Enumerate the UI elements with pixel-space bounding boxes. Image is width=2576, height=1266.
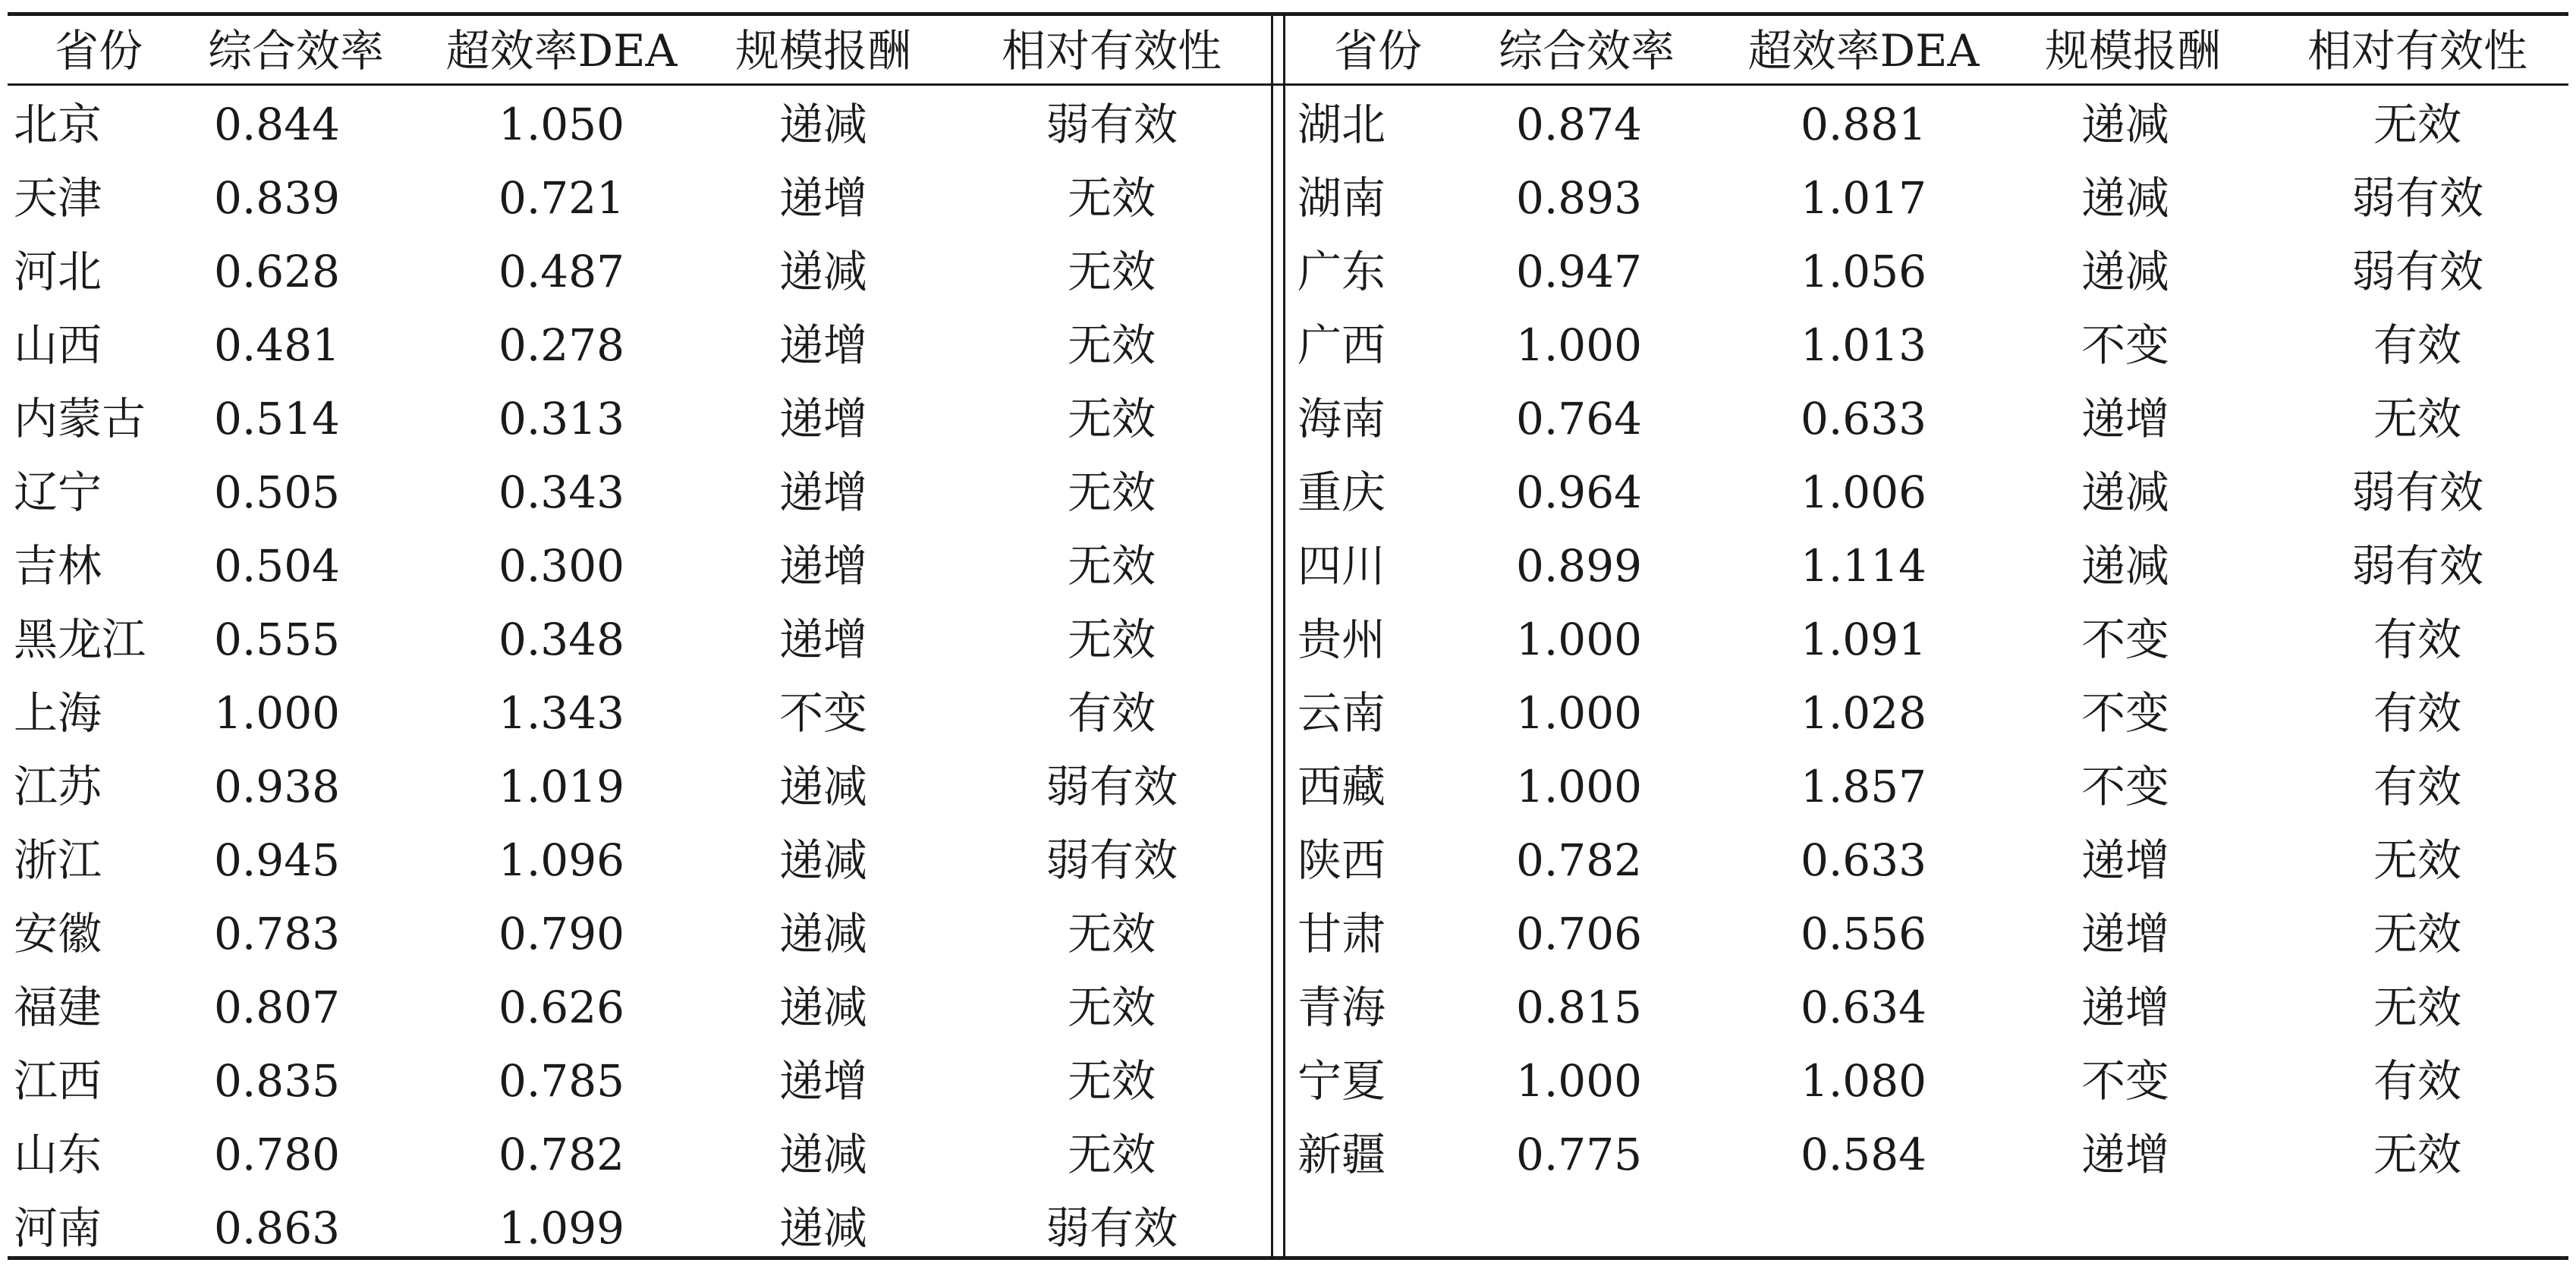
overall-efficiency-cell: 1.000 (1515, 761, 1643, 812)
overall-efficiency-cell: 0.555 (213, 614, 341, 665)
super-efficiency-dea-cell: 0.300 (498, 540, 625, 592)
table-row (1287, 603, 2568, 677)
returns-to-scale-cell: 递减 (778, 761, 867, 812)
header-province: 省份 (1333, 25, 1422, 77)
returns-to-scale-cell: 递减 (778, 834, 867, 886)
returns-to-scale-cell: 递减 (778, 982, 867, 1033)
province-cell: 上海 (14, 687, 102, 739)
overall-efficiency-cell: 0.945 (213, 834, 341, 886)
table-row (1287, 382, 2568, 456)
returns-to-scale-cell: 不变 (778, 687, 867, 739)
super-efficiency-dea-cell: 0.881 (1800, 99, 1927, 150)
overall-efficiency-cell: 0.947 (1515, 246, 1643, 297)
returns-to-scale-cell: 递增 (2081, 1129, 2169, 1180)
table-row (1287, 677, 2568, 750)
super-efficiency-dea-cell: 1.080 (1800, 1055, 1927, 1107)
table-row (8, 897, 1269, 971)
province-cell: 广东 (1297, 246, 1386, 297)
relative-validity-cell: 无效 (1067, 908, 1156, 960)
table-row (8, 1045, 1269, 1118)
overall-efficiency-cell: 0.863 (213, 1202, 341, 1254)
table-row (8, 162, 1269, 235)
province-cell: 江苏 (14, 761, 102, 812)
returns-to-scale-cell: 递减 (778, 1129, 867, 1180)
province-cell: 辽宁 (14, 467, 102, 518)
relative-validity-cell: 弱有效 (2351, 172, 2483, 224)
province-cell: 北京 (14, 99, 102, 150)
province-cell: 天津 (14, 172, 102, 224)
relative-validity-cell: 无效 (1067, 1055, 1156, 1107)
returns-to-scale-cell: 递增 (778, 614, 867, 665)
overall-efficiency-cell: 1.000 (1515, 687, 1643, 739)
super-efficiency-dea-cell: 1.006 (1800, 467, 1927, 518)
table-row (1287, 1118, 2568, 1192)
overall-efficiency-cell: 1.000 (1515, 614, 1643, 665)
super-efficiency-dea-cell: 1.096 (498, 834, 625, 886)
table-row (8, 1118, 1269, 1192)
returns-to-scale-cell: 递减 (2081, 172, 2169, 224)
super-efficiency-dea-cell: 1.028 (1800, 687, 1927, 739)
column-divider-right (1283, 12, 1285, 1260)
relative-validity-cell: 无效 (2373, 908, 2461, 960)
overall-efficiency-cell: 0.899 (1515, 540, 1643, 592)
super-efficiency-dea-cell: 0.556 (1800, 908, 1927, 960)
header-super-efficiency-dea: 超效率DEA (1747, 25, 1980, 77)
header-overall-efficiency: 综合效率 (1498, 25, 1675, 77)
relative-validity-cell: 无效 (2373, 393, 2461, 445)
province-cell: 黑龙江 (14, 614, 146, 665)
returns-to-scale-cell: 递增 (778, 467, 867, 518)
relative-validity-cell: 有效 (1067, 687, 1156, 739)
table-row (1287, 456, 2568, 529)
super-efficiency-dea-cell: 1.857 (1800, 761, 1927, 812)
super-efficiency-dea-cell: 0.584 (1800, 1129, 1927, 1180)
overall-efficiency-cell: 0.938 (213, 761, 341, 812)
super-efficiency-dea-cell: 1.017 (1800, 172, 1927, 224)
province-cell: 安徽 (14, 908, 102, 960)
returns-to-scale-cell: 递增 (778, 393, 867, 445)
table-row (8, 529, 1269, 603)
efficiency-table (8, 12, 2568, 1264)
province-cell: 湖北 (1297, 99, 1386, 150)
returns-to-scale-cell: 递减 (2081, 246, 2169, 297)
province-cell: 浙江 (14, 834, 102, 886)
province-cell: 新疆 (1297, 1129, 1386, 1180)
overall-efficiency-cell: 0.835 (213, 1055, 341, 1107)
returns-to-scale-cell: 递增 (2081, 982, 2169, 1033)
relative-validity-cell: 弱有效 (1045, 834, 1178, 886)
returns-to-scale-cell: 递减 (2081, 540, 2169, 592)
overall-efficiency-cell: 0.706 (1515, 908, 1643, 960)
overall-efficiency-cell: 0.780 (213, 1129, 341, 1180)
relative-validity-cell: 弱有效 (1045, 761, 1178, 812)
column-divider-left (1271, 12, 1273, 1260)
header-row-left (8, 14, 1269, 88)
relative-validity-cell: 无效 (1067, 982, 1156, 1033)
header-row-right (1287, 14, 2568, 88)
relative-validity-cell: 弱有效 (2351, 246, 2483, 297)
super-efficiency-dea-cell: 1.056 (1800, 246, 1927, 297)
super-efficiency-dea-cell: 0.348 (498, 614, 625, 665)
table-row (8, 235, 1269, 309)
table-row (8, 824, 1269, 897)
table-row (1287, 824, 2568, 897)
relative-validity-cell: 有效 (2373, 614, 2461, 665)
relative-validity-cell: 无效 (1067, 1129, 1156, 1180)
returns-to-scale-cell: 递增 (778, 172, 867, 224)
super-efficiency-dea-cell: 0.790 (498, 908, 625, 960)
table-row (1287, 529, 2568, 603)
table-row (8, 1192, 1269, 1265)
header-super-efficiency-dea: 超效率DEA (445, 25, 678, 77)
overall-efficiency-cell: 0.893 (1515, 172, 1643, 224)
returns-to-scale-cell: 递增 (2081, 834, 2169, 886)
relative-validity-cell: 无效 (2373, 99, 2461, 150)
overall-efficiency-cell: 0.783 (213, 908, 341, 960)
relative-validity-cell: 有效 (2373, 319, 2461, 371)
overall-efficiency-cell: 0.764 (1515, 393, 1643, 445)
returns-to-scale-cell: 不变 (2081, 1055, 2169, 1107)
province-cell: 宁夏 (1297, 1055, 1386, 1107)
super-efficiency-dea-cell: 0.634 (1800, 982, 1927, 1033)
relative-validity-cell: 无效 (1067, 393, 1156, 445)
relative-validity-cell: 无效 (1067, 172, 1156, 224)
table-row (8, 382, 1269, 456)
super-efficiency-dea-cell: 0.343 (498, 467, 625, 518)
relative-validity-cell: 弱有效 (1045, 1202, 1178, 1254)
overall-efficiency-cell: 0.628 (213, 246, 341, 297)
overall-efficiency-cell: 0.839 (213, 172, 341, 224)
header-overall-efficiency: 综合效率 (207, 25, 384, 77)
overall-efficiency-cell: 0.815 (1515, 982, 1643, 1033)
overall-efficiency-cell: 1.000 (213, 687, 341, 739)
table-row (8, 971, 1269, 1045)
header-relative-validity: 相对有效性 (1001, 25, 1222, 77)
returns-to-scale-cell: 递减 (778, 246, 867, 297)
returns-to-scale-cell: 递减 (778, 908, 867, 960)
relative-validity-cell: 有效 (2373, 761, 2461, 812)
returns-to-scale-cell: 递增 (778, 319, 867, 371)
relative-validity-cell: 有效 (2373, 687, 2461, 739)
returns-to-scale-cell: 递减 (778, 99, 867, 150)
province-cell: 吉林 (14, 540, 102, 592)
super-efficiency-dea-cell: 0.785 (498, 1055, 625, 1107)
relative-validity-cell: 弱有效 (1045, 99, 1178, 150)
table-row (8, 309, 1269, 382)
super-efficiency-dea-cell: 0.633 (1800, 393, 1927, 445)
province-cell: 广西 (1297, 319, 1386, 371)
header-returns-to-scale: 规模报酬 (734, 25, 911, 77)
overall-efficiency-cell: 0.504 (213, 540, 341, 592)
province-cell: 山东 (14, 1129, 102, 1180)
relative-validity-cell: 无效 (1067, 319, 1156, 371)
province-cell: 重庆 (1297, 467, 1386, 518)
returns-to-scale-cell: 不变 (2081, 687, 2169, 739)
super-efficiency-dea-cell: 0.278 (498, 319, 625, 371)
table-row (8, 88, 1269, 162)
super-efficiency-dea-cell: 0.487 (498, 246, 625, 297)
returns-to-scale-cell: 递增 (778, 1055, 867, 1107)
super-efficiency-dea-cell: 0.782 (498, 1129, 625, 1180)
returns-to-scale-cell: 递减 (778, 1202, 867, 1254)
province-cell: 江西 (14, 1055, 102, 1107)
province-cell: 青海 (1297, 982, 1386, 1033)
table-row (1287, 162, 2568, 235)
relative-validity-cell: 弱有效 (2351, 467, 2483, 518)
relative-validity-cell: 无效 (1067, 246, 1156, 297)
super-efficiency-dea-cell: 1.019 (498, 761, 625, 812)
overall-efficiency-cell: 0.514 (213, 393, 341, 445)
table-right-half (1287, 12, 2568, 1256)
table-row (1287, 309, 2568, 382)
relative-validity-cell: 无效 (1067, 614, 1156, 665)
relative-validity-cell: 无效 (1067, 540, 1156, 592)
super-efficiency-dea-cell: 1.050 (498, 99, 625, 150)
super-efficiency-dea-cell: 0.721 (498, 172, 625, 224)
header-relative-validity: 相对有效性 (2307, 25, 2527, 77)
province-cell: 贵州 (1297, 614, 1386, 665)
province-cell: 西藏 (1297, 761, 1386, 812)
province-cell: 湖南 (1297, 172, 1386, 224)
table-row (1287, 971, 2568, 1045)
relative-validity-cell: 无效 (2373, 982, 2461, 1033)
province-cell: 海南 (1297, 393, 1386, 445)
super-efficiency-dea-cell: 1.114 (1800, 540, 1927, 592)
returns-to-scale-cell: 不变 (2081, 319, 2169, 371)
header-province: 省份 (54, 25, 143, 77)
table-row (1287, 897, 2568, 971)
returns-to-scale-cell: 不变 (2081, 614, 2169, 665)
returns-to-scale-cell: 不变 (2081, 761, 2169, 812)
super-efficiency-dea-cell: 0.626 (498, 982, 625, 1033)
table-row (8, 603, 1269, 677)
overall-efficiency-cell: 0.807 (213, 982, 341, 1033)
table-row (8, 677, 1269, 750)
province-cell: 山西 (14, 319, 102, 371)
overall-efficiency-cell: 0.481 (213, 319, 341, 371)
province-cell: 河南 (14, 1202, 102, 1254)
relative-validity-cell: 无效 (1067, 467, 1156, 518)
table-row (1287, 1045, 2568, 1118)
table-row (8, 750, 1269, 824)
overall-efficiency-cell: 0.782 (1515, 834, 1643, 886)
province-cell: 四川 (1297, 540, 1386, 592)
province-cell: 甘肃 (1297, 908, 1386, 960)
overall-efficiency-cell: 0.775 (1515, 1129, 1643, 1180)
table-row (1287, 750, 2568, 824)
super-efficiency-dea-cell: 1.091 (1800, 614, 1927, 665)
returns-to-scale-cell: 递增 (2081, 908, 2169, 960)
province-cell: 内蒙古 (14, 393, 146, 445)
province-cell: 河北 (14, 246, 102, 297)
super-efficiency-dea-cell: 1.013 (1800, 319, 1927, 371)
overall-efficiency-cell: 1.000 (1515, 319, 1643, 371)
province-cell: 陕西 (1297, 834, 1386, 886)
relative-validity-cell: 无效 (2373, 834, 2461, 886)
relative-validity-cell: 弱有效 (2351, 540, 2483, 592)
province-cell: 云南 (1297, 687, 1386, 739)
header-returns-to-scale: 规模报酬 (2044, 25, 2221, 77)
table-left-half (8, 12, 1269, 1256)
overall-efficiency-cell: 0.844 (213, 99, 341, 150)
overall-efficiency-cell: 0.964 (1515, 467, 1643, 518)
super-efficiency-dea-cell: 1.099 (498, 1202, 625, 1254)
overall-efficiency-cell: 0.505 (213, 467, 341, 518)
overall-efficiency-cell: 0.874 (1515, 99, 1643, 150)
super-efficiency-dea-cell: 1.343 (498, 687, 625, 739)
returns-to-scale-cell: 递减 (2081, 467, 2169, 518)
super-efficiency-dea-cell: 0.313 (498, 393, 625, 445)
province-cell: 福建 (14, 982, 102, 1033)
returns-to-scale-cell: 递增 (778, 540, 867, 592)
super-efficiency-dea-cell: 0.633 (1800, 834, 1927, 886)
table-row (8, 456, 1269, 529)
relative-validity-cell: 无效 (2373, 1129, 2461, 1180)
table-row (1287, 88, 2568, 162)
returns-to-scale-cell: 递减 (2081, 99, 2169, 150)
returns-to-scale-cell: 递增 (2081, 393, 2169, 445)
relative-validity-cell: 有效 (2373, 1055, 2461, 1107)
table-row (1287, 235, 2568, 309)
overall-efficiency-cell: 1.000 (1515, 1055, 1643, 1107)
